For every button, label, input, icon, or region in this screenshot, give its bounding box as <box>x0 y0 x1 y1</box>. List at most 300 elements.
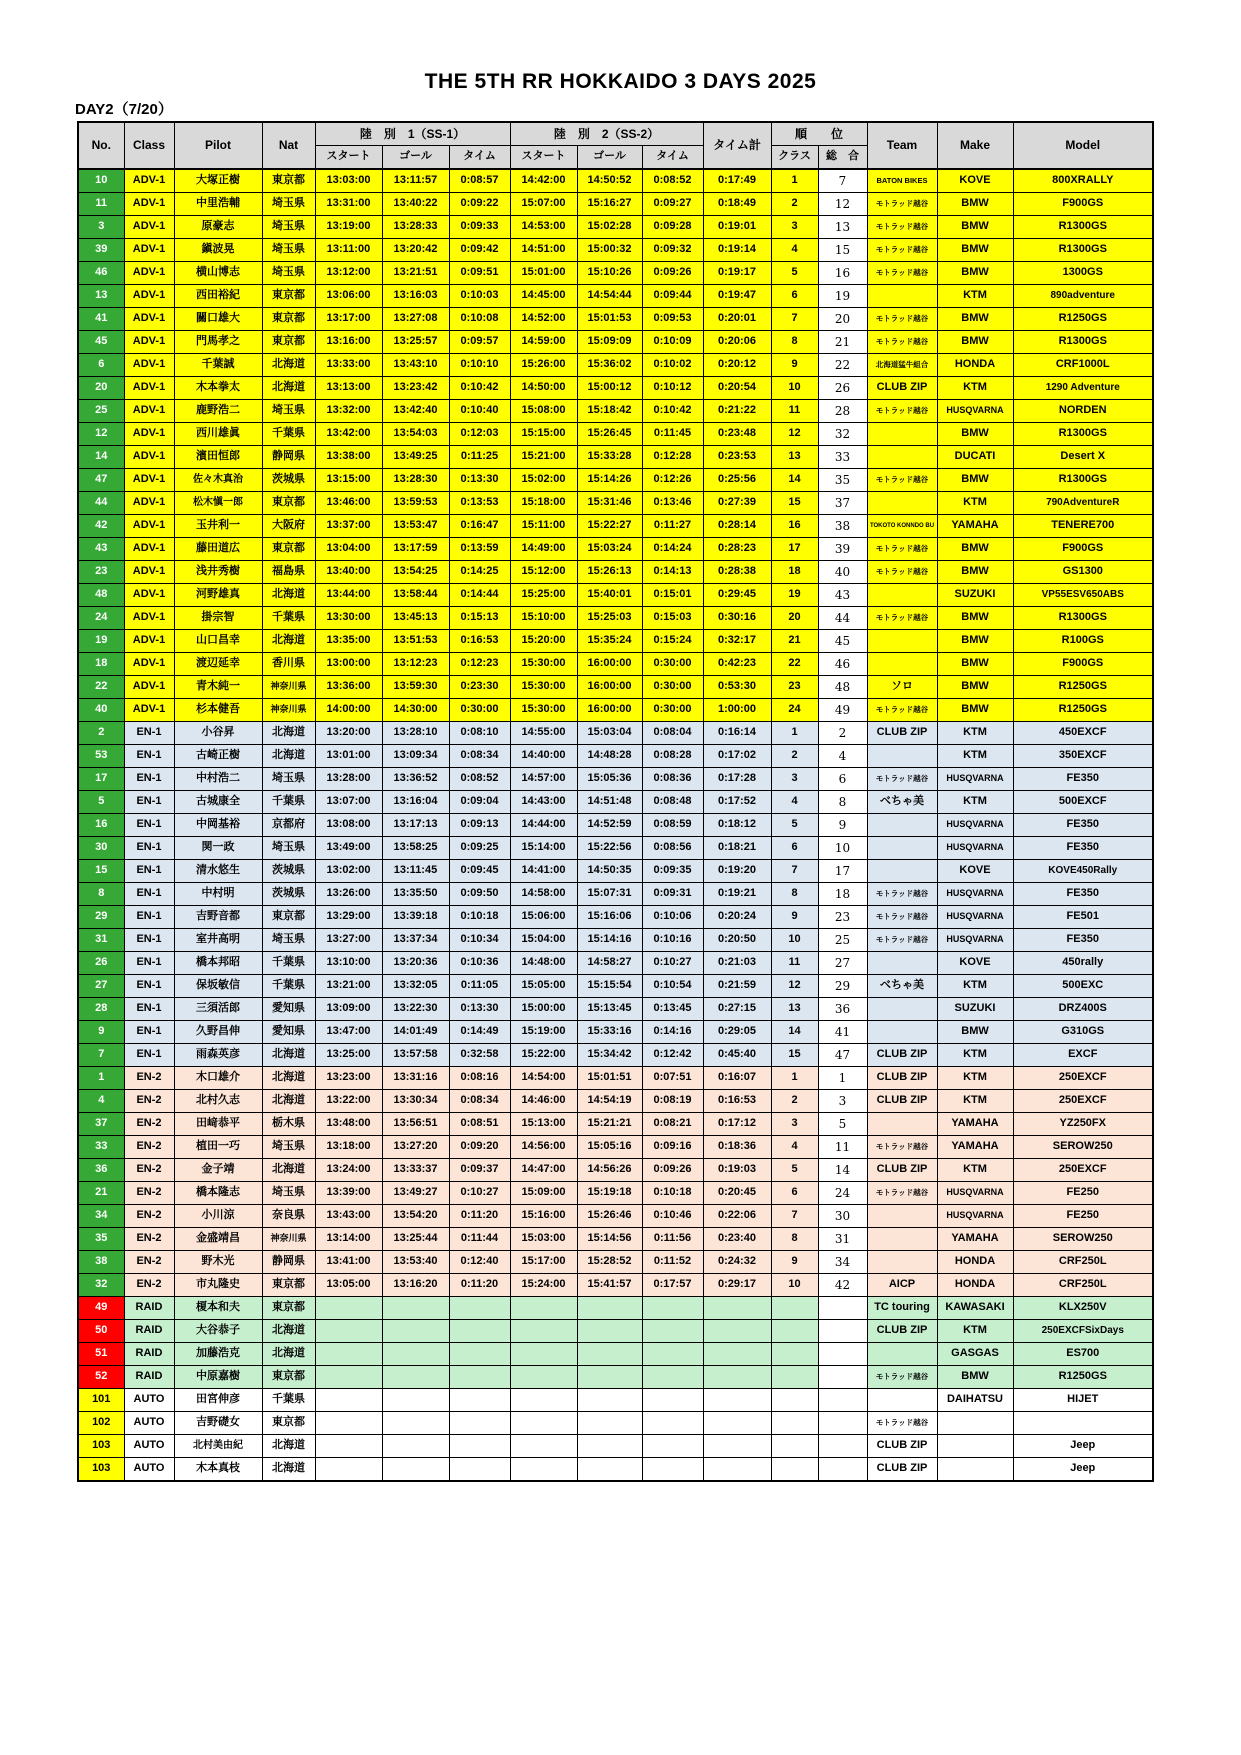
cell-ss2-start: 14:41:00 <box>510 860 577 883</box>
cell-nat: 大阪府 <box>262 515 315 538</box>
cell-no: 43 <box>78 538 124 561</box>
cell-nat: 東京都 <box>262 1366 315 1389</box>
cell-ss1-time: 0:12:23 <box>449 653 510 676</box>
cell-ss1-time: 0:10:42 <box>449 377 510 400</box>
cell-time-total: 0:19:17 <box>703 262 771 285</box>
cell-ss2-goal: 15:33:28 <box>577 446 642 469</box>
cell-class: ADV-1 <box>124 492 174 515</box>
table-row <box>78 423 1153 446</box>
cell-model: 1290 Adventure <box>1013 377 1153 400</box>
cell-model: R1300GS <box>1013 331 1153 354</box>
cell-ss1-goal: 13:23:42 <box>382 377 449 400</box>
cell-ss2-time: 0:12:28 <box>642 446 703 469</box>
table-row <box>78 837 1153 860</box>
cell-ss1-start: 13:39:00 <box>315 1182 382 1205</box>
cell-rank-class: 23 <box>771 676 818 699</box>
cell-rank-overall: 1 <box>818 1067 867 1090</box>
cell-pilot: 金盛靖昌 <box>174 1228 262 1251</box>
table-row <box>78 1113 1153 1136</box>
cell-class: EN-1 <box>124 929 174 952</box>
cell-ss2-start <box>510 1297 577 1320</box>
cell-time-total: 0:19:14 <box>703 239 771 262</box>
cell-pilot: 吉野音都 <box>174 906 262 929</box>
cell-rank-class: 5 <box>771 1159 818 1182</box>
cell-ss2-start: 15:08:00 <box>510 400 577 423</box>
table-row <box>78 354 1153 377</box>
cell-nat: 埼玉県 <box>262 929 315 952</box>
cell-team <box>867 630 937 653</box>
cell-no: 39 <box>78 239 124 262</box>
table-row <box>78 745 1153 768</box>
cell-ss2-goal: 15:21:21 <box>577 1113 642 1136</box>
cell-nat: 千葉県 <box>262 975 315 998</box>
cell-class: ADV-1 <box>124 169 174 193</box>
cell-ss2-start <box>510 1366 577 1389</box>
cell-nat: 奈良県 <box>262 1205 315 1228</box>
cell-pilot: 大塚正樹 <box>174 169 262 193</box>
cell-ss1-goal: 13:28:30 <box>382 469 449 492</box>
cell-nat: 香川県 <box>262 653 315 676</box>
cell-ss2-start: 14:53:00 <box>510 216 577 239</box>
cell-no: 9 <box>78 1021 124 1044</box>
cell-time-total: 0:29:45 <box>703 584 771 607</box>
cell-time-total: 0:28:23 <box>703 538 771 561</box>
table-row <box>78 262 1153 285</box>
cell-ss2-goal: 15:01:53 <box>577 308 642 331</box>
cell-ss2-goal: 16:00:00 <box>577 676 642 699</box>
cell-ss1-goal <box>382 1343 449 1366</box>
cell-ss2-start: 14:46:00 <box>510 1090 577 1113</box>
cell-ss2-goal: 15:40:01 <box>577 584 642 607</box>
cell-ss2-time <box>642 1458 703 1482</box>
cell-nat: 栃木県 <box>262 1113 315 1136</box>
cell-pilot: 中里浩輔 <box>174 193 262 216</box>
cell-make: BMW <box>937 216 1013 239</box>
table-row <box>78 814 1153 837</box>
cell-nat: 東京都 <box>262 538 315 561</box>
cell-ss2-start: 15:24:00 <box>510 1274 577 1297</box>
cell-pilot: 横山博志 <box>174 262 262 285</box>
cell-model: 250EXCFSixDays <box>1013 1320 1153 1343</box>
cell-make: HONDA <box>937 354 1013 377</box>
cell-ss2-time: 0:13:46 <box>642 492 703 515</box>
cell-class: EN-1 <box>124 860 174 883</box>
cell-model: R1300GS <box>1013 469 1153 492</box>
cell-ss2-time: 0:10:54 <box>642 975 703 998</box>
cell-ss1-goal <box>382 1458 449 1482</box>
cell-rank-overall: 36 <box>818 998 867 1021</box>
table-row <box>78 768 1153 791</box>
table-row <box>78 1182 1153 1205</box>
cell-class: ADV-1 <box>124 538 174 561</box>
cell-team <box>867 814 937 837</box>
cell-ss1-time: 0:09:13 <box>449 814 510 837</box>
table-row <box>78 515 1153 538</box>
cell-make: KTM <box>937 492 1013 515</box>
cell-team <box>867 1021 937 1044</box>
cell-rank-overall: 16 <box>818 262 867 285</box>
cell-ss1-goal: 14:01:49 <box>382 1021 449 1044</box>
cell-rank-overall: 34 <box>818 1251 867 1274</box>
cell-ss1-goal: 13:11:57 <box>382 169 449 193</box>
cell-ss2-goal <box>577 1366 642 1389</box>
cell-time-total: 0:16:07 <box>703 1067 771 1090</box>
cell-team: ソロ <box>867 676 937 699</box>
cell-no: 16 <box>78 814 124 837</box>
cell-class: ADV-1 <box>124 446 174 469</box>
col-header-nat: Nat <box>262 122 315 169</box>
cell-time-total: 0:17:49 <box>703 169 771 193</box>
cell-ss2-time: 0:10:18 <box>642 1182 703 1205</box>
cell-time-total: 0:18:36 <box>703 1136 771 1159</box>
cell-ss2-goal: 15:41:57 <box>577 1274 642 1297</box>
cell-no: 32 <box>78 1274 124 1297</box>
cell-class: ADV-1 <box>124 676 174 699</box>
cell-pilot: 掛宗智 <box>174 607 262 630</box>
cell-ss1-start: 13:46:00 <box>315 492 382 515</box>
cell-ss1-time: 0:12:03 <box>449 423 510 446</box>
cell-ss1-start: 13:32:00 <box>315 400 382 423</box>
cell-ss2-start: 15:11:00 <box>510 515 577 538</box>
table-row <box>78 193 1153 216</box>
cell-ss1-goal: 13:33:37 <box>382 1159 449 1182</box>
cell-ss2-time: 0:08:21 <box>642 1113 703 1136</box>
cell-time-total: 0:27:39 <box>703 492 771 515</box>
cell-rank-overall <box>818 1297 867 1320</box>
cell-pilot: 木本拳太 <box>174 377 262 400</box>
cell-ss2-goal: 15:28:52 <box>577 1251 642 1274</box>
cell-no: 49 <box>78 1297 124 1320</box>
cell-rank-class: 1 <box>771 169 818 193</box>
cell-class: EN-1 <box>124 975 174 998</box>
cell-time-total: 0:32:17 <box>703 630 771 653</box>
table-row <box>78 1412 1153 1435</box>
cell-ss2-start: 15:10:00 <box>510 607 577 630</box>
cell-model: Jeep <box>1013 1458 1153 1482</box>
cell-make: YAMAHA <box>937 1113 1013 1136</box>
cell-rank-class: 6 <box>771 837 818 860</box>
cell-class: AUTO <box>124 1435 174 1458</box>
cell-nat: 北海道 <box>262 1320 315 1343</box>
cell-team: モトラッド越谷 <box>867 929 937 952</box>
cell-no: 2 <box>78 722 124 745</box>
cell-nat: 千葉県 <box>262 607 315 630</box>
cell-ss1-goal: 13:16:20 <box>382 1274 449 1297</box>
cell-class: EN-1 <box>124 814 174 837</box>
cell-make: HUSQVARNA <box>937 1182 1013 1205</box>
cell-ss1-goal: 13:58:25 <box>382 837 449 860</box>
table-row <box>78 722 1153 745</box>
cell-ss1-goal: 13:57:58 <box>382 1044 449 1067</box>
table-row <box>78 929 1153 952</box>
cell-model: F900GS <box>1013 193 1153 216</box>
cell-ss2-time: 0:08:19 <box>642 1090 703 1113</box>
col-header-ss1-start: スタート <box>315 146 382 170</box>
cell-pilot: 中村明 <box>174 883 262 906</box>
table-row <box>78 630 1153 653</box>
cell-ss1-goal: 13:49:27 <box>382 1182 449 1205</box>
cell-ss1-start: 13:18:00 <box>315 1136 382 1159</box>
cell-rank-overall: 11 <box>818 1136 867 1159</box>
cell-model: Desert X <box>1013 446 1153 469</box>
cell-pilot: 小谷昇 <box>174 722 262 745</box>
cell-class: ADV-1 <box>124 262 174 285</box>
cell-model: 250EXCF <box>1013 1090 1153 1113</box>
cell-class: ADV-1 <box>124 607 174 630</box>
cell-team: モトラッド越谷 <box>867 1412 937 1435</box>
cell-rank-class: 7 <box>771 1205 818 1228</box>
cell-no: 31 <box>78 929 124 952</box>
cell-team: モトラッド越谷 <box>867 193 937 216</box>
cell-model: R1300GS <box>1013 239 1153 262</box>
cell-team <box>867 860 937 883</box>
cell-ss1-goal: 13:53:47 <box>382 515 449 538</box>
cell-class: RAID <box>124 1297 174 1320</box>
cell-pilot: 野木光 <box>174 1251 262 1274</box>
cell-class: AUTO <box>124 1412 174 1435</box>
cell-ss2-start: 14:45:00 <box>510 285 577 308</box>
cell-ss2-goal: 15:05:16 <box>577 1136 642 1159</box>
cell-no: 28 <box>78 998 124 1021</box>
cell-pilot: 玉井利一 <box>174 515 262 538</box>
cell-rank-overall: 49 <box>818 699 867 722</box>
col-header-ss1: 陸 別 1（SS-1） <box>315 122 510 146</box>
cell-time-total: 0:45:40 <box>703 1044 771 1067</box>
cell-time-total <box>703 1343 771 1366</box>
cell-make: YAMAHA <box>937 1228 1013 1251</box>
cell-pilot: 橋本隆志 <box>174 1182 262 1205</box>
cell-pilot: 濱田恒郎 <box>174 446 262 469</box>
cell-no: 48 <box>78 584 124 607</box>
cell-ss2-goal: 15:00:32 <box>577 239 642 262</box>
cell-class: EN-2 <box>124 1274 174 1297</box>
cell-ss2-start: 15:16:00 <box>510 1205 577 1228</box>
table-row <box>78 1067 1153 1090</box>
cell-ss1-time <box>449 1435 510 1458</box>
cell-no: 30 <box>78 837 124 860</box>
cell-make: BMW <box>937 308 1013 331</box>
cell-ss2-time: 0:10:46 <box>642 1205 703 1228</box>
cell-ss1-time: 0:32:58 <box>449 1044 510 1067</box>
cell-make: BMW <box>937 239 1013 262</box>
cell-make: HUSQVARNA <box>937 929 1013 952</box>
cell-team: CLUB ZIP <box>867 722 937 745</box>
cell-ss2-goal: 15:15:54 <box>577 975 642 998</box>
cell-ss2-time: 0:11:45 <box>642 423 703 446</box>
cell-make: BMW <box>937 538 1013 561</box>
cell-nat: 北海道 <box>262 1067 315 1090</box>
cell-ss2-time: 0:08:48 <box>642 791 703 814</box>
cell-make <box>937 1435 1013 1458</box>
cell-rank-overall: 27 <box>818 952 867 975</box>
cell-rank-class: 4 <box>771 1136 818 1159</box>
cell-team <box>867 1343 937 1366</box>
cell-ss2-time: 0:11:52 <box>642 1251 703 1274</box>
cell-pilot: 河野雄真 <box>174 584 262 607</box>
cell-pilot: 關口雄大 <box>174 308 262 331</box>
cell-ss2-start: 15:04:00 <box>510 929 577 952</box>
cell-nat: 北海道 <box>262 745 315 768</box>
cell-ss1-goal: 13:59:53 <box>382 492 449 515</box>
cell-ss2-start: 15:02:00 <box>510 469 577 492</box>
cell-rank-class: 9 <box>771 1251 818 1274</box>
cell-ss2-start: 15:03:00 <box>510 1228 577 1251</box>
cell-make: HUSQVARNA <box>937 768 1013 791</box>
cell-ss1-goal: 13:16:04 <box>382 791 449 814</box>
cell-ss1-goal: 13:20:42 <box>382 239 449 262</box>
cell-ss2-goal: 15:13:45 <box>577 998 642 1021</box>
cell-rank-class: 22 <box>771 653 818 676</box>
cell-model: GS1300 <box>1013 561 1153 584</box>
cell-rank-class: 10 <box>771 1274 818 1297</box>
cell-make: BMW <box>937 193 1013 216</box>
cell-rank-class <box>771 1412 818 1435</box>
cell-ss2-goal: 15:16:06 <box>577 906 642 929</box>
cell-make: HUSQVARNA <box>937 883 1013 906</box>
cell-time-total <box>703 1366 771 1389</box>
cell-ss2-time: 0:08:36 <box>642 768 703 791</box>
cell-make: KTM <box>937 1320 1013 1343</box>
cell-ss2-start: 14:51:00 <box>510 239 577 262</box>
cell-pilot: 千葉誠 <box>174 354 262 377</box>
cell-ss2-time: 0:30:00 <box>642 699 703 722</box>
page-title: THE 5TH RR HOKKAIDO 3 DAYS 2025 <box>424 70 817 93</box>
cell-ss2-time: 0:09:31 <box>642 883 703 906</box>
table-row <box>78 906 1153 929</box>
table-row <box>78 285 1153 308</box>
cell-nat: 静岡県 <box>262 1251 315 1274</box>
cell-team <box>867 1113 937 1136</box>
cell-ss2-goal: 15:34:42 <box>577 1044 642 1067</box>
cell-ss1-time: 0:09:04 <box>449 791 510 814</box>
cell-ss2-start <box>510 1458 577 1482</box>
cell-make: KTM <box>937 285 1013 308</box>
cell-team <box>867 653 937 676</box>
cell-nat: 東京都 <box>262 1297 315 1320</box>
cell-ss2-goal: 14:56:26 <box>577 1159 642 1182</box>
cell-ss2-goal: 14:48:28 <box>577 745 642 768</box>
cell-class: ADV-1 <box>124 216 174 239</box>
cell-rank-class: 12 <box>771 975 818 998</box>
cell-model: FE350 <box>1013 929 1153 952</box>
cell-ss2-start: 14:43:00 <box>510 791 577 814</box>
cell-team: モトラッド越谷 <box>867 883 937 906</box>
cell-no: 17 <box>78 768 124 791</box>
cell-no: 24 <box>78 607 124 630</box>
cell-nat: 北海道 <box>262 1343 315 1366</box>
cell-ss2-goal: 15:19:18 <box>577 1182 642 1205</box>
cell-ss2-time <box>642 1412 703 1435</box>
table-row <box>78 1251 1153 1274</box>
cell-ss1-start: 13:04:00 <box>315 538 382 561</box>
cell-no: 20 <box>78 377 124 400</box>
cell-team: モトラッド越谷 <box>867 768 937 791</box>
cell-ss2-goal: 15:26:13 <box>577 561 642 584</box>
cell-nat: 北海道 <box>262 1044 315 1067</box>
col-header-no: No. <box>78 122 124 169</box>
cell-ss2-time: 0:14:24 <box>642 538 703 561</box>
cell-nat: 埼玉県 <box>262 768 315 791</box>
cell-model: 1300GS <box>1013 262 1153 285</box>
cell-nat: 東京都 <box>262 1412 315 1435</box>
cell-nat: 愛知県 <box>262 998 315 1021</box>
cell-rank-overall: 30 <box>818 1205 867 1228</box>
cell-pilot: 浅井秀樹 <box>174 561 262 584</box>
cell-time-total: 0:24:32 <box>703 1251 771 1274</box>
cell-ss2-goal: 16:00:00 <box>577 653 642 676</box>
cell-class: ADV-1 <box>124 630 174 653</box>
cell-no: 101 <box>78 1389 124 1412</box>
cell-ss2-goal: 14:50:35 <box>577 860 642 883</box>
cell-time-total: 0:21:22 <box>703 400 771 423</box>
cell-ss2-time: 0:11:27 <box>642 515 703 538</box>
cell-make: BMW <box>937 423 1013 446</box>
cell-team: モトラッド越谷 <box>867 400 937 423</box>
cell-ss2-start: 15:09:00 <box>510 1182 577 1205</box>
cell-team: モトラッド越谷 <box>867 469 937 492</box>
table-row <box>78 1090 1153 1113</box>
cell-model: FE350 <box>1013 814 1153 837</box>
cell-class: ADV-1 <box>124 699 174 722</box>
cell-ss1-goal: 13:22:30 <box>382 998 449 1021</box>
cell-ss2-time: 0:17:57 <box>642 1274 703 1297</box>
cell-pilot: 中原嘉樹 <box>174 1366 262 1389</box>
cell-rank-class: 11 <box>771 952 818 975</box>
cell-ss1-time: 0:09:37 <box>449 1159 510 1182</box>
cell-rank-class: 13 <box>771 446 818 469</box>
cell-no: 50 <box>78 1320 124 1343</box>
cell-model: FE501 <box>1013 906 1153 929</box>
cell-ss1-time <box>449 1297 510 1320</box>
table-row <box>78 699 1153 722</box>
cell-make: KTM <box>937 975 1013 998</box>
cell-model: VP55ESV650ABS <box>1013 584 1153 607</box>
cell-team <box>867 584 937 607</box>
cell-ss2-goal: 14:51:48 <box>577 791 642 814</box>
cell-ss2-time: 0:09:27 <box>642 193 703 216</box>
cell-model: 450rally <box>1013 952 1153 975</box>
table-row <box>78 791 1153 814</box>
cell-ss2-time: 0:13:45 <box>642 998 703 1021</box>
cell-rank-overall <box>818 1366 867 1389</box>
cell-ss2-start: 14:54:00 <box>510 1067 577 1090</box>
cell-ss2-goal: 15:03:24 <box>577 538 642 561</box>
cell-time-total: 0:20:54 <box>703 377 771 400</box>
cell-time-total: 0:16:53 <box>703 1090 771 1113</box>
table-row <box>78 1274 1153 1297</box>
cell-ss1-goal: 13:51:53 <box>382 630 449 653</box>
cell-rank-overall: 24 <box>818 1182 867 1205</box>
cell-time-total: 0:23:40 <box>703 1228 771 1251</box>
cell-ss1-goal: 14:30:00 <box>382 699 449 722</box>
cell-no: 52 <box>78 1366 124 1389</box>
cell-ss1-time: 0:15:13 <box>449 607 510 630</box>
cell-ss1-time <box>449 1458 510 1482</box>
cell-ss1-goal: 13:09:34 <box>382 745 449 768</box>
cell-team: モトラッド越谷 <box>867 906 937 929</box>
cell-rank-class: 14 <box>771 469 818 492</box>
cell-ss1-start: 13:00:00 <box>315 653 382 676</box>
cell-rank-overall: 6 <box>818 768 867 791</box>
cell-ss1-start <box>315 1366 382 1389</box>
cell-ss1-time: 0:10:18 <box>449 906 510 929</box>
cell-class: EN-2 <box>124 1182 174 1205</box>
cell-ss1-goal: 13:36:52 <box>382 768 449 791</box>
cell-ss2-time: 0:15:01 <box>642 584 703 607</box>
cell-team: モトラッド越谷 <box>867 308 937 331</box>
cell-team: モトラッド越谷 <box>867 239 937 262</box>
cell-rank-class: 4 <box>771 239 818 262</box>
